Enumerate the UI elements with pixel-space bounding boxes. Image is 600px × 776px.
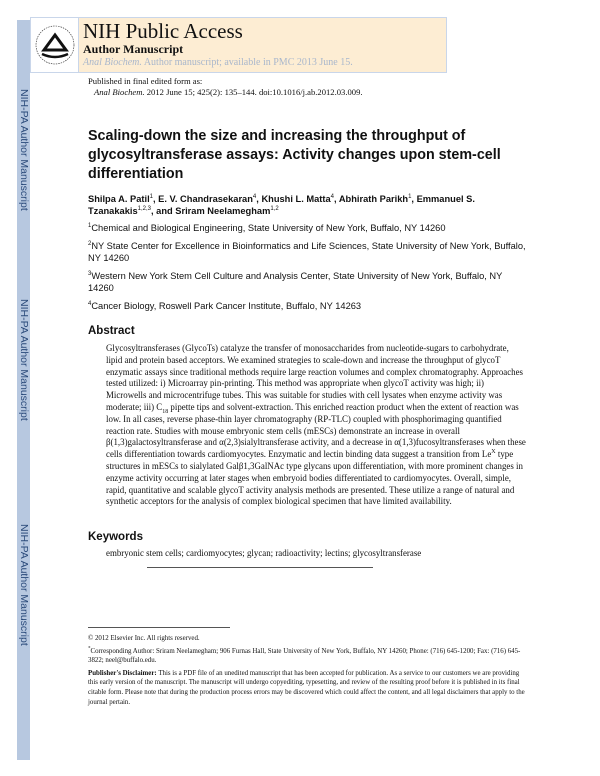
journal-link[interactable]: Anal Biochem. xyxy=(83,57,142,68)
author: Emmanuel S. Tzanakakis xyxy=(88,194,475,216)
citation-journal: Anal Biochem. xyxy=(94,87,145,97)
article-front-matter xyxy=(88,76,528,568)
sidebar-label: NIH-PA Author Manuscript xyxy=(18,89,30,211)
affiliation: $^4$Cancer Biology, Roswell Park Cancer Institute, Buffalo, NY 14263 xyxy=(88,300,362,311)
author: Khushi L. Matta xyxy=(261,194,331,204)
author-affiliation-number: 1 xyxy=(149,193,153,200)
citation xyxy=(88,87,528,98)
published-label: Published in final edited form as: xyxy=(88,76,203,86)
nih-logo-icon xyxy=(33,23,77,67)
availability-line xyxy=(83,56,353,69)
footnotes xyxy=(88,627,528,707)
author-affiliation-number: 1 xyxy=(408,193,412,200)
author-list: Shilpa A. Patil$^1$, E. V. Chandrasekaran$^4$, Khushi L. Matta$^4$, Abhirath Parikh$^1$, Emmanuel S. Tzanakakis$^{1,2,3}$, and Sriram Neelamegham$^{1,2}$ xyxy=(88,193,475,216)
corresponding-author: *Corresponding Author: Sriram Neelamegham; 906 Furnas Hall, State University of New York, Buffalo, NY 14260; Phone: (716) 645-1200; Fax: (716) 645-3822; neel@buffalo.edu. xyxy=(88,646,521,665)
article-title: Scaling-down the size and increasing the throughput of glycosyltransferase assays: Activity changes upon stem-cell differentiation xyxy=(88,128,501,182)
publisher-disclaimer: Publisher's Disclaimer: This is a PDF file of an unedited manuscript that has been accepted for publication. As a service to our customers we are providing this early version of the manuscript. The manuscript will undergo copyediting, typesetting, and review of the resulting proof before it is published in its final citable form. Please note that during the production process errors may be discovered which could affect the content, and all legal disclaimers that apply to the journal pertain. xyxy=(88,669,525,706)
abstract-heading: Abstract xyxy=(88,325,135,337)
published-info xyxy=(88,76,528,98)
sidebar-label: NIH-PA Author Manuscript xyxy=(18,524,30,646)
header-title: NIH Public Access xyxy=(83,19,243,43)
author: Shilpa A. Patil xyxy=(88,194,150,204)
availability-text: Author manuscript; available in PMC 2013 June 15. xyxy=(143,57,353,68)
keywords-heading: Keywords xyxy=(88,531,143,544)
nih-header xyxy=(30,17,447,73)
footnote-divider xyxy=(88,627,230,628)
author-affiliation-number: 4 xyxy=(252,193,257,200)
author-affiliation-number: 4 xyxy=(330,193,334,200)
nih-logo xyxy=(31,18,79,72)
affiliation: $^1$Chemical and Biological Engineering, State University of New York, Buffalo, NY 14260 xyxy=(88,222,446,233)
author-affiliation-number: 1,2,3 xyxy=(137,205,151,212)
author: Sriram Neelamegham xyxy=(175,206,271,216)
abstract-body: Glycosyltransferases (GlycoTs) catalyze the transfer of monosaccharides from nucleotide-sugars to carbohydrate, lipid and protein based acceptors. We examined strategies to scale-down and increase the throughput of glycoT enzymatic assays since traditional methods require large reaction volumes and complex chromatography. Approaches tested utilized: i) Microarray pin-printing. This method was appropriate when glycoT activity was high; ii) Microwells and microcentrifuge tubes. This was suitable for studies with cell lysates when enzyme activity was moderate; iii) $C_{18}$ pipette tips and solvent-extraction. This enriched reaction product when the extent of reaction was low. In all cases, reverse phase-thin layer chromatography (RP-TLC) coupled with phosphorimaging quantified reaction rate. Studies with mouse embryonic stem cells (mESCs) demonstrate an increase in overall β(1,3)galactosyltransferase and α(2,3)sialyltransferase activity, and a decrease in α(1,3)fucosyltransferases when these cells differentiation towards cardiomyocytes. Enzymatic and lectin binding data suggest a transition from $Le^X$ type structures in mESCs to sialylated Galβ1,3GalNAc type glycans upon differentiation, with more prominent changes in enzyme activity occurring at later stages when embryoid bodies differentiated to cardiomyocytes. Overall, simple, rapid, quantitative and scalable glycoT activity analysis methods are presented. These utilize a range of natural and synthetic acceptors for the analysis of complex biological specimen that have limited availability. xyxy=(106,343,526,507)
keywords-list: embryonic stem cells; cardiomyocytes; glycan; radioactivity; lectins; glycosyltransferase xyxy=(106,548,422,559)
divider xyxy=(147,567,373,568)
author-affiliation-number: 1,2 xyxy=(270,205,279,212)
header-subtitle: Author Manuscript xyxy=(83,42,184,56)
author: Abhirath Parikh xyxy=(338,194,409,204)
author: E. V. Chandrasekaran xyxy=(158,194,253,204)
sidebar-label: NIH-PA Author Manuscript xyxy=(18,299,30,421)
affiliation: $^2$NY State Center for Excellence in Bioinformatics and Life Sciences, State University of New York, Buffalo, NY 14260 xyxy=(88,240,526,263)
affiliation: $^3$Western New York Stem Cell Culture and Analysis Center, State University of New York, Buffalo, NY 14260 xyxy=(88,270,503,293)
citation-details: 2012 June 15; 425(2): 135–144. doi:10.1016/j.ab.2012.03.009. xyxy=(146,87,363,97)
copyright: © 2012 Elsevier Inc. All rights reserved. xyxy=(88,635,200,642)
